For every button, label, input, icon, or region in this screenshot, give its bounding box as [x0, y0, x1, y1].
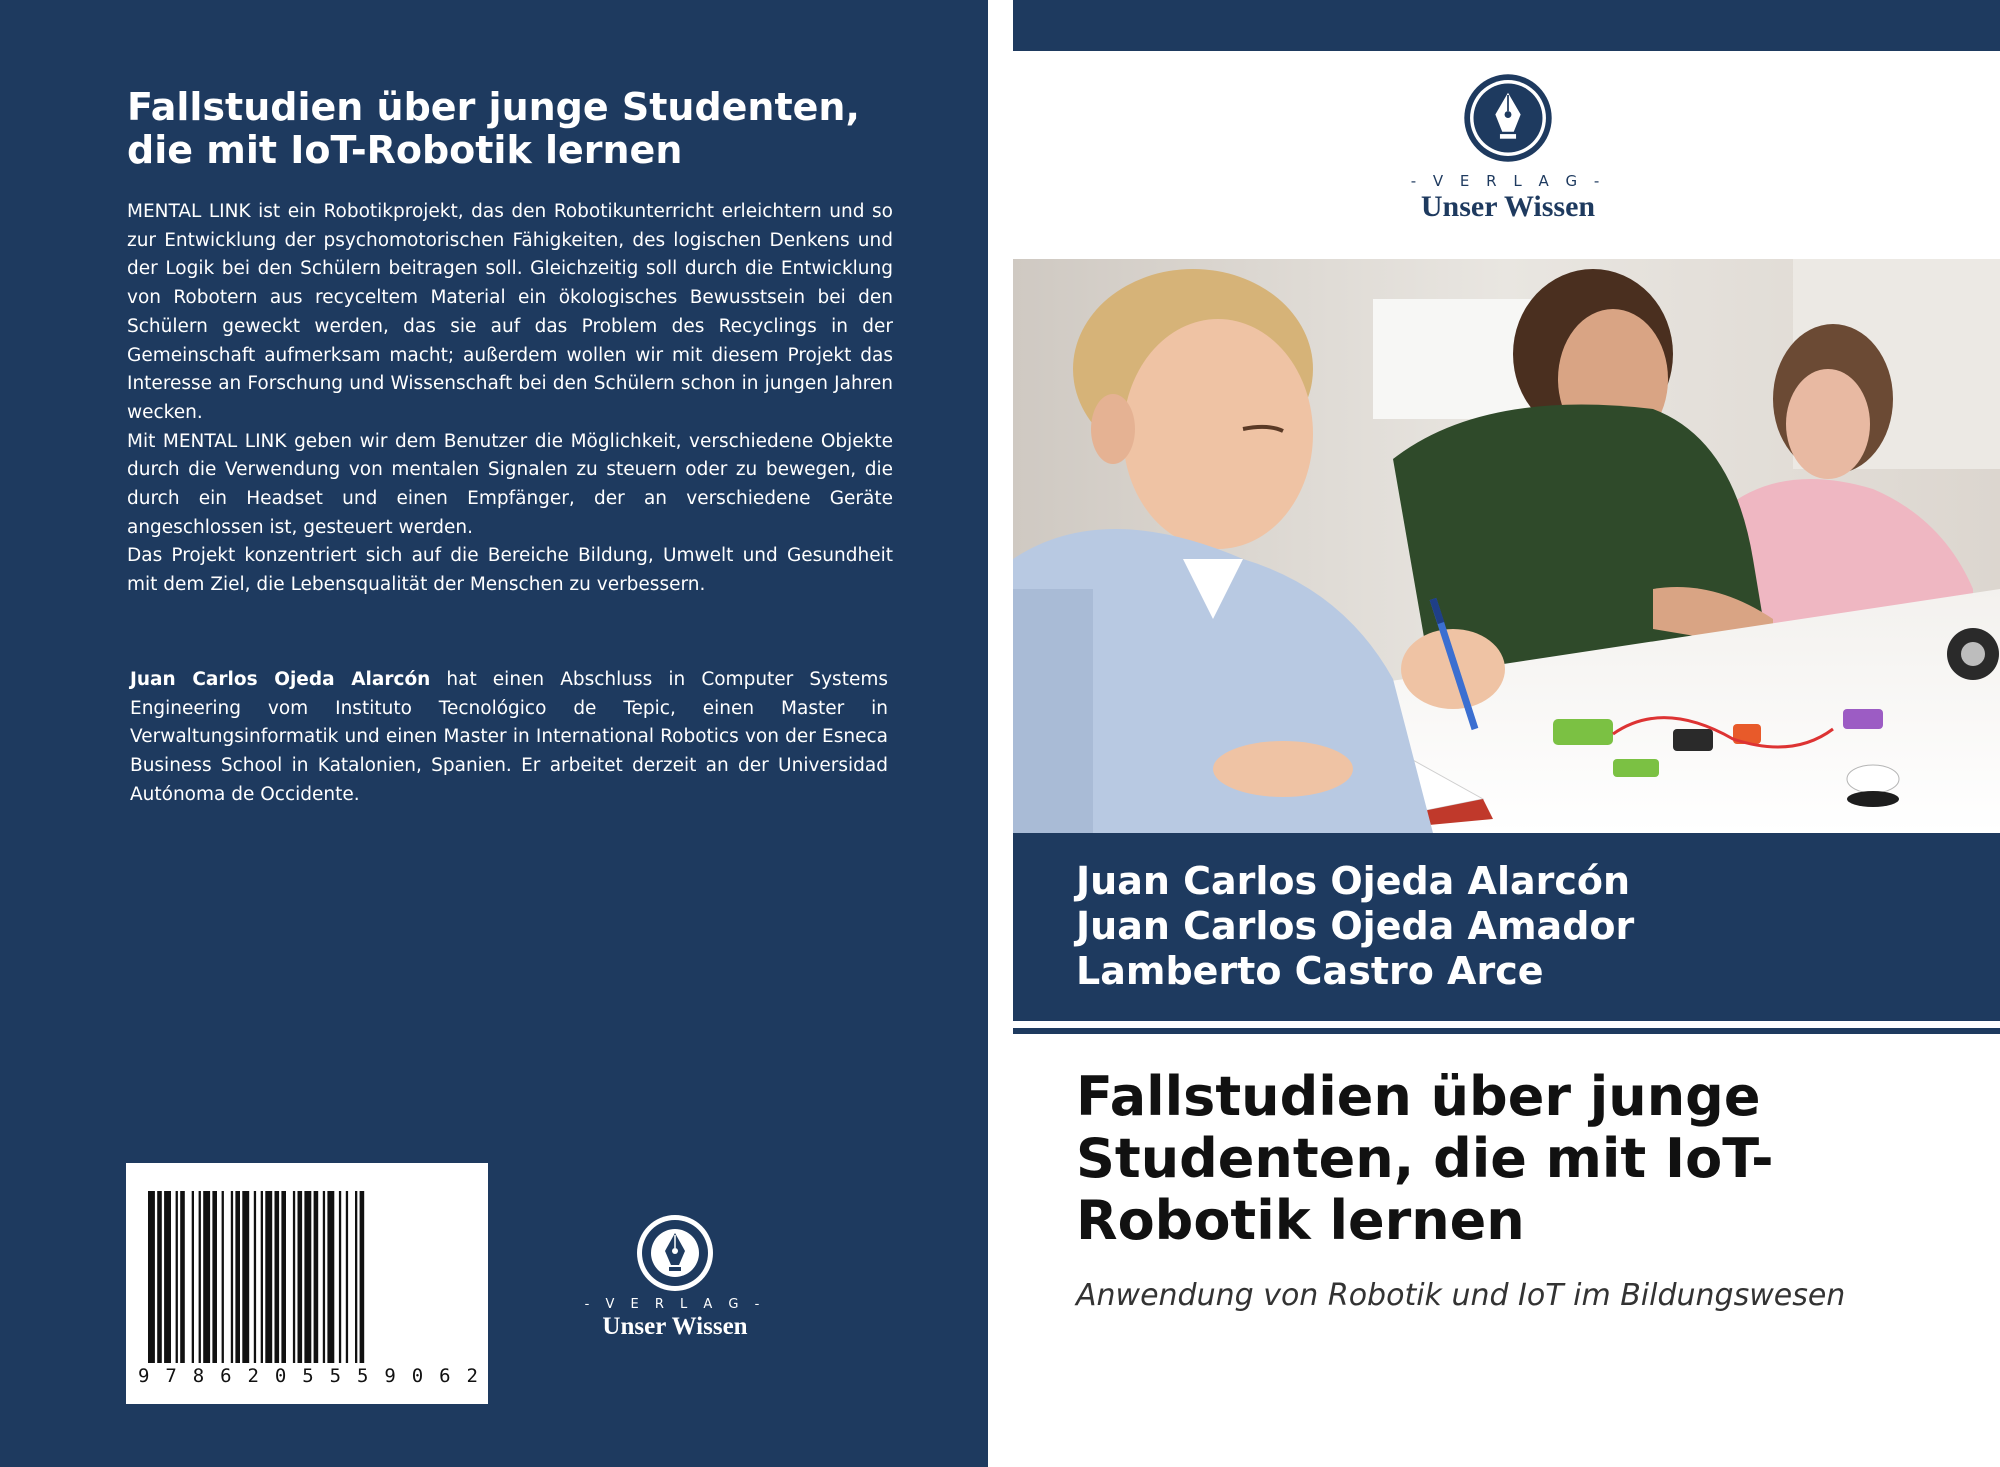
- isbn-digit: 5: [357, 1365, 369, 1387]
- isbn-digit: 0: [274, 1365, 287, 1387]
- barcode-bar: [314, 1191, 319, 1363]
- blurb-paragraph: Mit MENTAL LINK geben wir dem Benutzer die Möglichkeit, verschiedene Objekte durch die Verwendung von mentalen Signalen zu steuern oder zu bewegen, die durch ein Headset und einen Empfänger, der an verschiedene Geräte angeschlossen ist, gesteuert werden.: [127, 430, 893, 538]
- barcode-bar: [199, 1191, 201, 1363]
- author-bar: [1013, 833, 2000, 1021]
- barcode-bar: [360, 1191, 365, 1363]
- barcode-bar: [231, 1191, 233, 1363]
- barcode-bar: [298, 1191, 303, 1363]
- barcode-bar: [254, 1191, 256, 1363]
- isbn-digit: 2: [247, 1365, 259, 1387]
- barcode-bar: [327, 1191, 334, 1363]
- author-name: Juan Carlos Ojeda Amador: [1076, 904, 1635, 948]
- barcode-bar: [212, 1191, 217, 1363]
- isbn-digit: 6: [220, 1365, 232, 1387]
- barcode-bar: [148, 1191, 155, 1363]
- isbn-digit: 9: [138, 1365, 150, 1387]
- publisher-verlag-label: - V E R L A G -: [1410, 172, 1606, 190]
- author-bio-text: hat einen Abschluss in Computer Systems Engineering vom Instituto Tecnológico de Tepic, einen Master in Verwaltungsinformatik und einen Master in International Robotics von der Esneca Business School in Katalonien, Spanien. Er arbeitet derzeit an der Universidad Autónoma de Occidente.: [130, 669, 888, 805]
- barcode-bar: [339, 1191, 341, 1363]
- barcode-bar: [164, 1191, 171, 1363]
- front-cover: [1013, 0, 2000, 1467]
- isbn-barcode: [126, 1163, 488, 1404]
- front-cover-title: Fallstudien über junge Studenten, die mit IoT-Robotik lernen: [1076, 1065, 1774, 1252]
- barcode-bar: [157, 1191, 162, 1363]
- barcode-bar: [180, 1191, 185, 1363]
- front-cover-subtitle: Anwendung von Robotik und IoT im Bildungswesen: [1076, 1278, 1846, 1313]
- barcode-bar: [176, 1191, 178, 1363]
- barcode-bar: [235, 1191, 240, 1363]
- isbn-digit: 0: [411, 1365, 424, 1387]
- barcode-bar: [323, 1191, 325, 1363]
- blurb-paragraph: Das Projekt konzentriert sich auf die Bereiche Bildung, Umwelt und Gesundheit mit dem Ziel, die Lebensqualität der Menschen zu verbessern.: [127, 545, 893, 596]
- publisher-logo-front: [1393, 72, 1623, 224]
- isbn-digit: 5: [329, 1365, 342, 1387]
- barcode-bar: [275, 1191, 280, 1363]
- isbn-digit: 8: [192, 1365, 205, 1387]
- author-name: Juan Carlos Ojeda Alarcón: [1076, 859, 1631, 903]
- barcode-bar: [293, 1191, 295, 1363]
- front-top-bar: [1013, 0, 2000, 51]
- blurb-paragraph: MENTAL LINK ist ein Robotikprojekt, das den Robotikunterricht erleichtern und so zur Entwicklung der psychomotorischen Fähigkeiten, des logischen Denkens und der Logik bei den Schülern beitragen soll. Gleichzeitig soll durch die Entwicklung von Robotern aus recyceltem Material ein ökologisches Bewusstsein bei den Schülern geweckt werden, das sie auf das Problem des Recyclings in der Gemeinschaft aufmerksam macht; außerdem wollen wir mit diesem Projekt das Interesse an Forschung und Wissenschaft bei den Schülern schon in jungen Jahren wecken.: [127, 201, 893, 423]
- fountain-pen-nib-icon: [1462, 72, 1554, 164]
- publisher-name: Unser Wissen: [1420, 190, 1596, 223]
- back-cover-blurb: [127, 198, 893, 600]
- back-cover: [0, 0, 988, 1467]
- isbn-number: [138, 1365, 478, 1387]
- publisher-logo-back: [575, 1213, 775, 1342]
- author-bio: [130, 666, 888, 810]
- barcode-bar: [355, 1191, 357, 1363]
- publisher-seal-icon: [635, 1213, 715, 1293]
- barcode-bar: [203, 1191, 210, 1363]
- isbn-digit: 6: [439, 1365, 451, 1387]
- cover-photo-illustration: [1013, 259, 2000, 833]
- barcode-bar: [265, 1191, 272, 1363]
- children-building-robots-photo: [1013, 259, 2000, 833]
- barcode-bar: [222, 1191, 224, 1363]
- author-name: Lamberto Castro Arce: [1076, 949, 1544, 993]
- back-cover-title: Fallstudien über junge Studenten, die mit IoT-Robotik lernen: [127, 85, 860, 172]
- isbn-digit: 5: [302, 1365, 314, 1387]
- barcode-bar: [242, 1191, 249, 1363]
- barcode-bar: [192, 1191, 194, 1363]
- barcode-bar: [281, 1191, 286, 1363]
- publisher-verlag-label: - V E R L A G -: [584, 1297, 766, 1312]
- barcode-bar: [304, 1191, 311, 1363]
- publisher-name: Unser Wissen: [602, 1313, 748, 1340]
- barcode-bar: [346, 1191, 348, 1363]
- isbn-digit: 7: [165, 1365, 177, 1387]
- barcode-bar: [261, 1191, 263, 1363]
- author-bio-name: Juan Carlos Ojeda Alarcón: [130, 669, 431, 690]
- divider-rule: [1013, 1028, 2000, 1034]
- isbn-digit: 9: [384, 1365, 396, 1387]
- isbn-digit: 2: [466, 1365, 478, 1387]
